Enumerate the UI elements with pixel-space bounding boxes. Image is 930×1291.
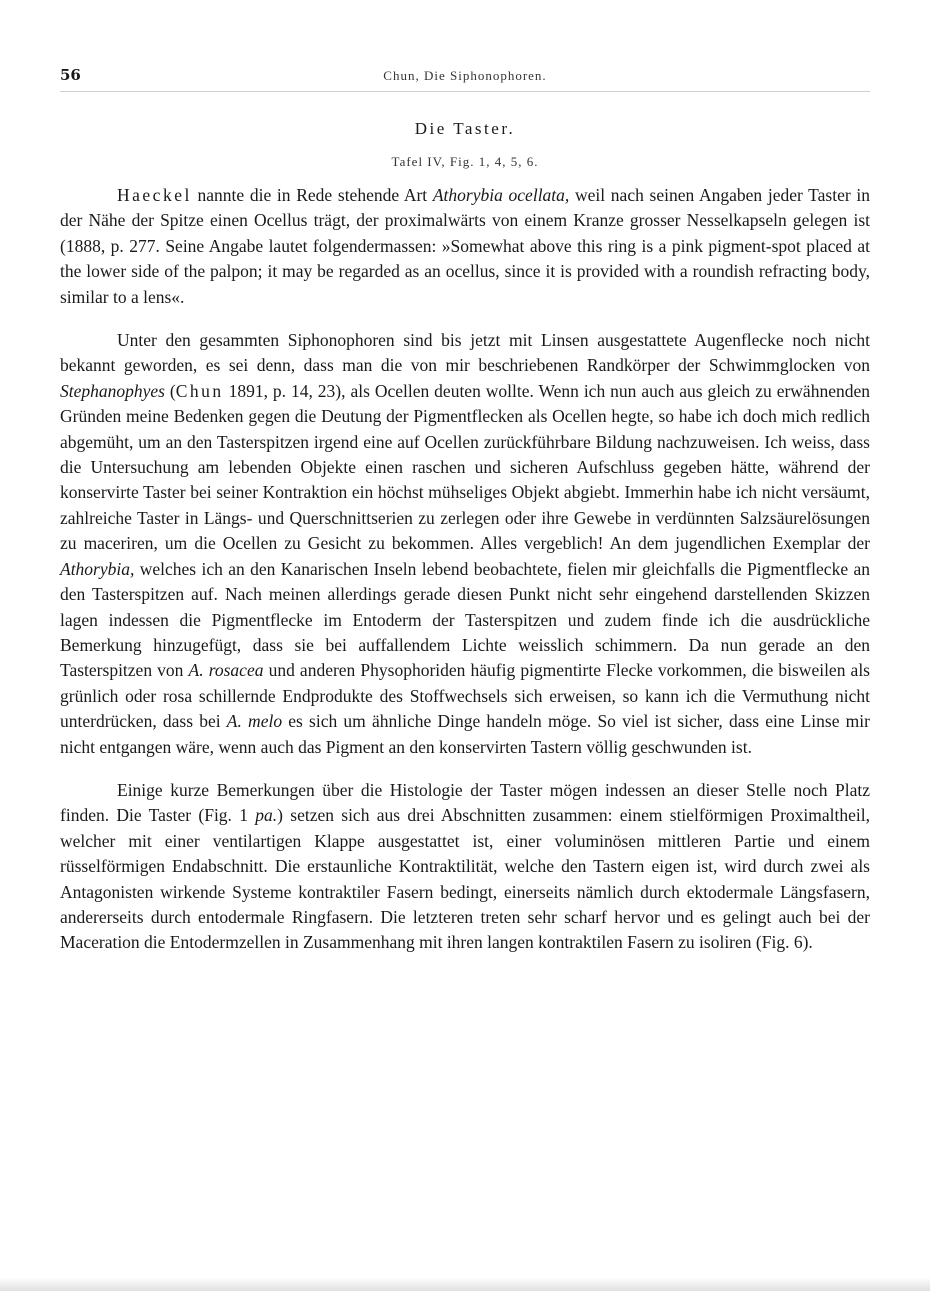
species-name: A. rosacea [188, 660, 264, 681]
section-title: Die Taster. [414, 119, 516, 138]
author-name: Haeckel [117, 185, 192, 205]
text-run: ) setzen sich aus drei Abschnitten zusammen: einem stielförmigen Proximaltheil, welcher mit einer ventilartigen Klappe ausgestattet ist, einer voluminösen mittleren Partie und einem rüsselförmigen Endabschnitt. Die erstaunliche Kontraktilität, welche den Tastern eigen ist, wird durch zwei als Antagonisten wirkende Systeme kontraktiler Fasern bedingt, einerseits nämlich durch ektodermale Längsfasern, andererseits durch entodermale Ringfasern. Die letzteren treten sehr scharf hervor und es gelingt auch bei der Maceration die Entodermzellen in Zusammenhang mit ihren langen kontraktilen Fasern zu isoliren (Fig. 6). [60, 805, 870, 953]
paragraph-2 [60, 328, 870, 760]
text-run: ( [164, 380, 176, 401]
text-run: welches ich an den Kanarischen Inseln lebend beobachtete, fielen mir gleichfalls die Pigmentflecke an den Tasterspitzen auf. Nach meinen allerdings gerade diesen Punkt nicht sehr eingehend darstellenden Skizzen lagen indessen die Pigmentflecke im Entoderm der Tasterspitzen und zudem finde ich die ausdrückliche Bemerkung hinzugefügt, dass sie bei auffallendem Lichte weisslich schimmern. Da nun gerade an den Tasterspitzen von [60, 558, 870, 681]
text-run: weil nach seinen Angaben jeder Taster in der Nähe der Spitze einen Ocellus trägt, der proximalwärts von einem Kranze grosser Nesselkapseln gelegen ist (1888, p. 277. Seine Angabe lautet folgendermassen: »Somewhat above this ring is a pink pigment-spot placed at the lower side of the palpon; it may be regarded as an ocellus, since it is provided with a roundish refracting body, similar to a lens«. [60, 185, 870, 307]
text-run: und anderen Physophoriden häufig pigmentirte Flecke vorkommen, die bisweilen als grünlich oder rosa schillernde Endprodukte des Stoffwechsels sich erweisen, so kann ich die Vermuthung nicht unterdrücken, dass bei [60, 660, 870, 732]
species-name: A. melo [226, 711, 283, 732]
text-run: Einige kurze Bemerkungen über die Histologie der Taster mögen indessen an dieser Stelle noch Platz finden. Die Taster (Fig. 1 [60, 779, 870, 826]
plate-reference: Tafel IV, Fig. 1, 4, 5, 6. [391, 154, 539, 169]
paragraph-1 [60, 183, 870, 310]
text-run: nannte die in Rede stehende Art [191, 185, 433, 205]
species-name: Athorybia ocellata, [432, 185, 570, 205]
header-rule [60, 91, 870, 92]
author-name: Chun [175, 380, 224, 401]
text-run: Unter den gesammten Siphonophoren sind bis jetzt mit Linsen ausgestattete Augenflecke noch nicht bekannt geworden, es sei denn, dass man die von mir beschriebenen Randkörper der Schwimmglocken von [60, 330, 870, 376]
figure-label: pa. [255, 805, 278, 826]
genus-name: Stephanophyes [60, 380, 165, 401]
page-number: 56 [60, 66, 81, 84]
text-run: es sich um ähnliche Dinge handeln möge. So viel ist sicher, dass eine Linse mir nicht entgangen wäre, wenn auch das Pigment an den konservirten Tastern völlig geschwunden ist. [60, 711, 870, 757]
running-head [60, 66, 870, 90]
running-title: Chun, Die Siphonophoren. [383, 68, 547, 83]
body-text [60, 183, 870, 956]
scan-edge [0, 1277, 930, 1291]
genus-name: Athorybia, [60, 558, 135, 579]
text-run: 1891, p. 14, 23), als Ocellen deuten wollte. Wenn ich nun auch aus gleich zu erwähnenden Gründen meine Bedenken gegen die Deutung der Pigmentflecken als Ocellen hegte, so habe ich doch mich redlich abgemüht, um an den Tasterspitzen irgend eine auf Ocellen zurückführbare Bildung nachzuweisen. Ich weiss, dass die Untersuchung am lebenden Objekte einen raschen und sicheren Aufschluss gegeben hätte, während der konservirte Taster bei seiner Kontraktion ein höchst mühseliges Objekt abgiebt. Immerhin habe ich nicht versäumt, zahlreiche Taster in Längs- und Querschnittserien zu zerlegen oder ihre Gewebe in verdünnten Salzsäurelösungen zu maceriren, um die Ocellen zu Gesicht zu bekommen. Alles vergeblich! An dem jugendlichen Exemplar der [60, 380, 870, 554]
paragraph-3 [60, 778, 870, 956]
